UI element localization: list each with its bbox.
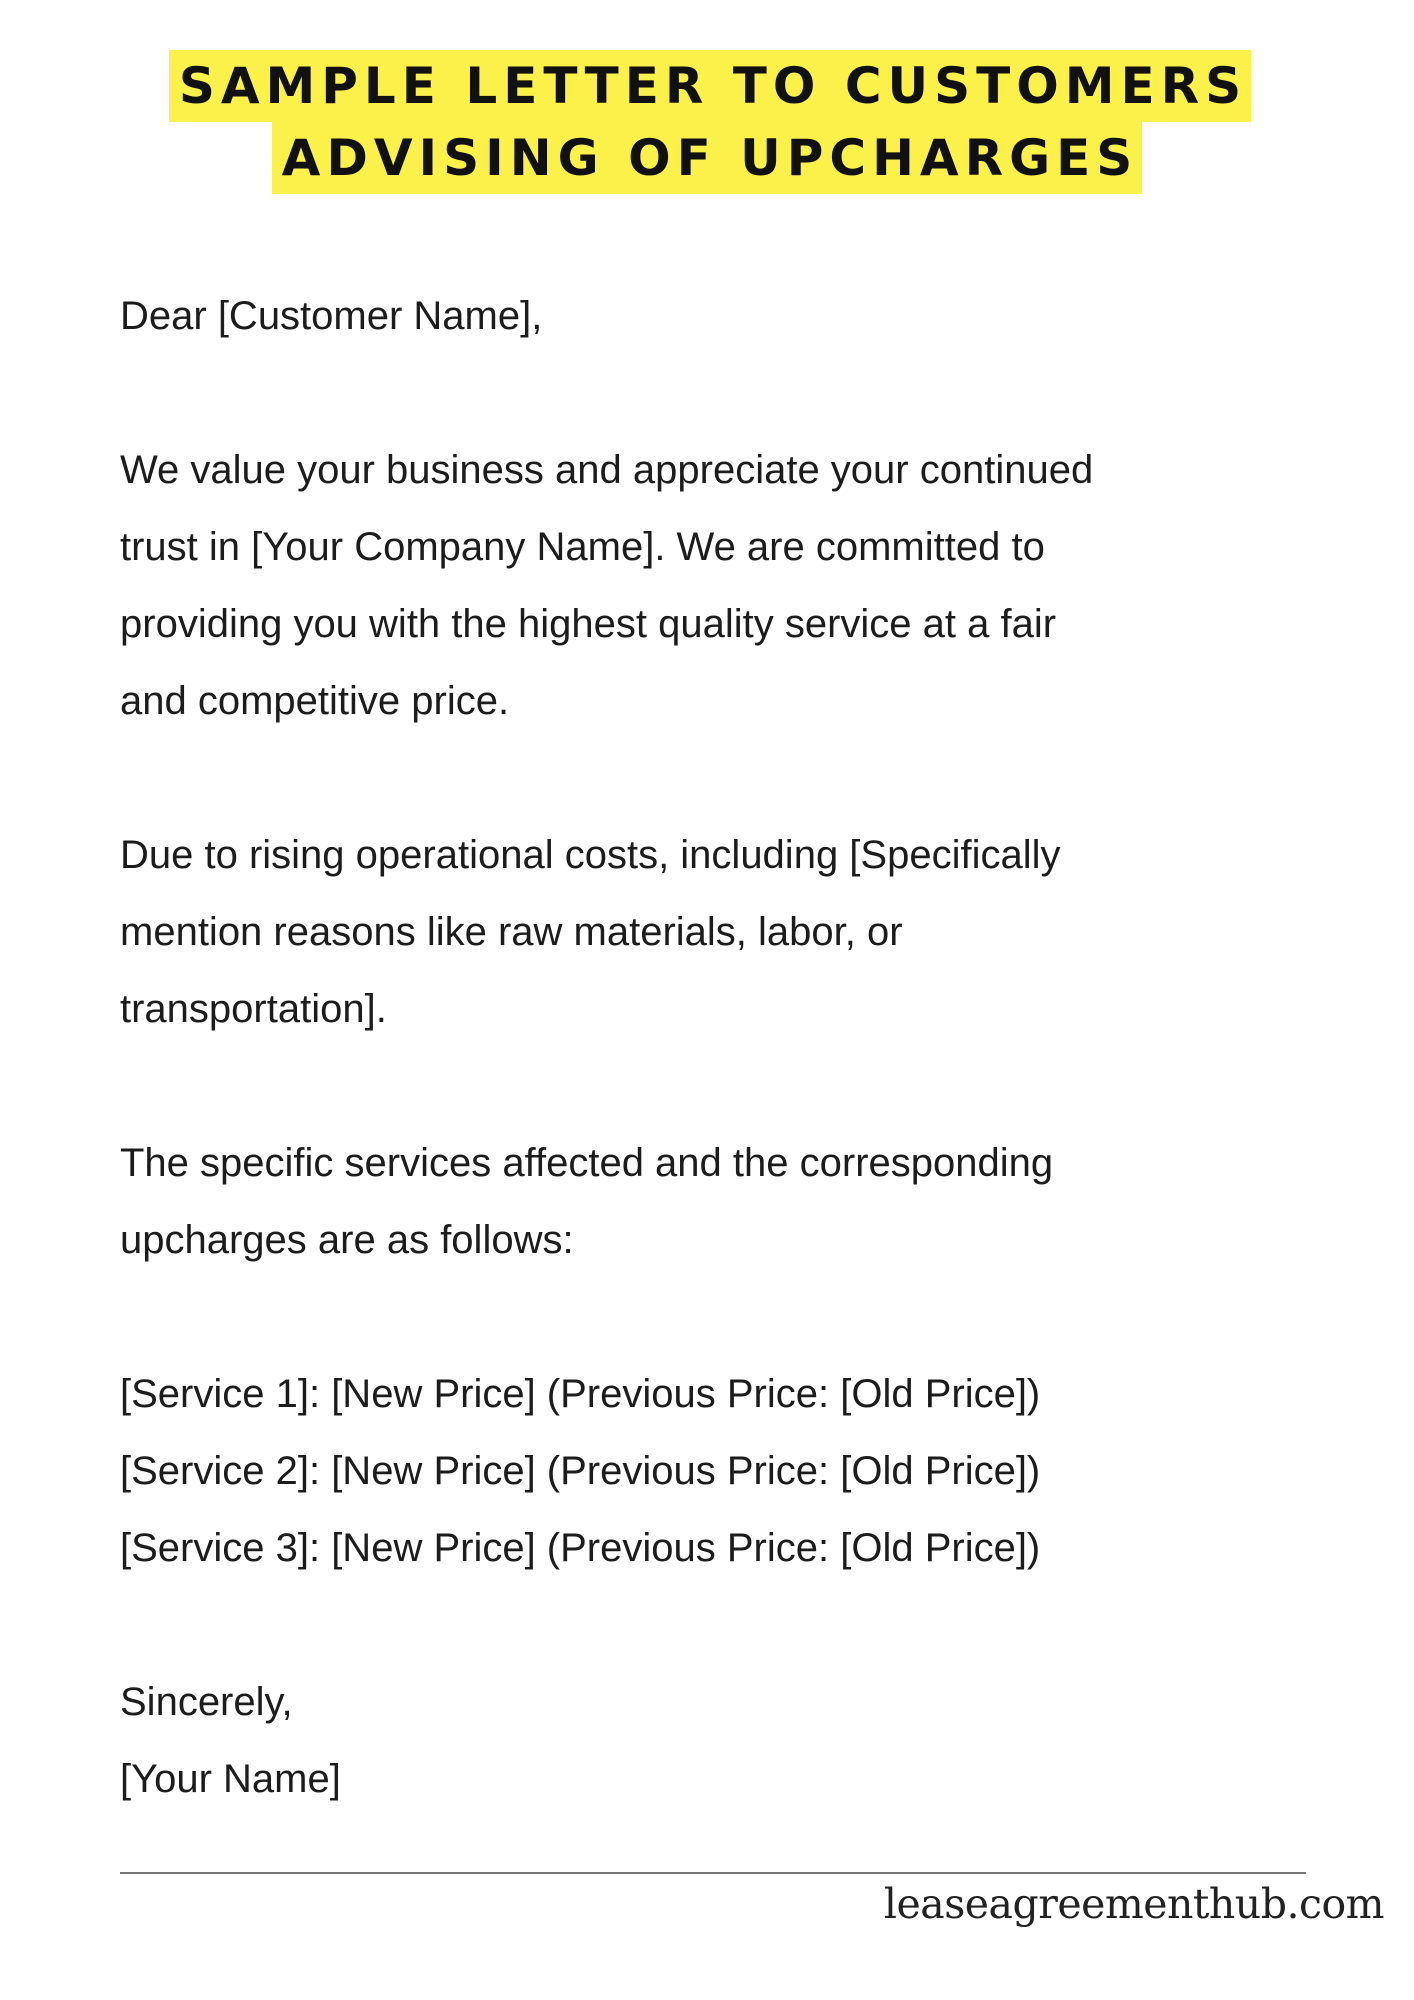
document-title [0,50,1414,194]
paragraph-line: The specific services affected and the corresponding [120,1141,1054,1185]
paragraph-services-intro [120,1125,1320,1279]
title-line-2: ADVISING OF UPCHARGES [272,122,1143,194]
title-line-1: SAMPLE LETTER TO CUSTOMERS [169,50,1251,122]
paragraph-line: transportation]. [120,987,387,1031]
paragraph-intro [120,432,1320,740]
salutation [120,278,1320,355]
closing-block [120,1664,1320,1818]
paragraph-line: Due to rising operational costs, including [Specifically [120,833,1061,877]
service-item: [Service 1]: [New Price] (Previous Price: [Old Price]) [120,1372,1041,1416]
paragraph-line: We value your business and appreciate your continued [120,448,1094,492]
salutation-text: Dear [Customer Name], [120,294,543,338]
paragraph-reason [120,817,1320,1048]
closing: Sincerely, [120,1680,293,1724]
paragraph-line: upcharges are as follows: [120,1218,574,1262]
paragraph-line: and competitive price. [120,679,510,723]
paragraph-line: providing you with the highest quality service at a fair [120,602,1057,646]
paragraph-line: mention reasons like raw materials, labor, or [120,910,903,954]
service-item: [Service 3]: [New Price] (Previous Price: [Old Price]) [120,1526,1041,1570]
footer-divider [120,1872,1306,1874]
signature: [Your Name] [120,1757,341,1801]
paragraph-line: trust in [Your Company Name]. We are committed to [120,525,1045,569]
letter-body [120,278,1320,1895]
service-item: [Service 2]: [New Price] (Previous Price: [Old Price]) [120,1449,1041,1493]
footer-website: leaseagreementhub.com [883,1880,1384,1928]
services-list [120,1356,1320,1587]
